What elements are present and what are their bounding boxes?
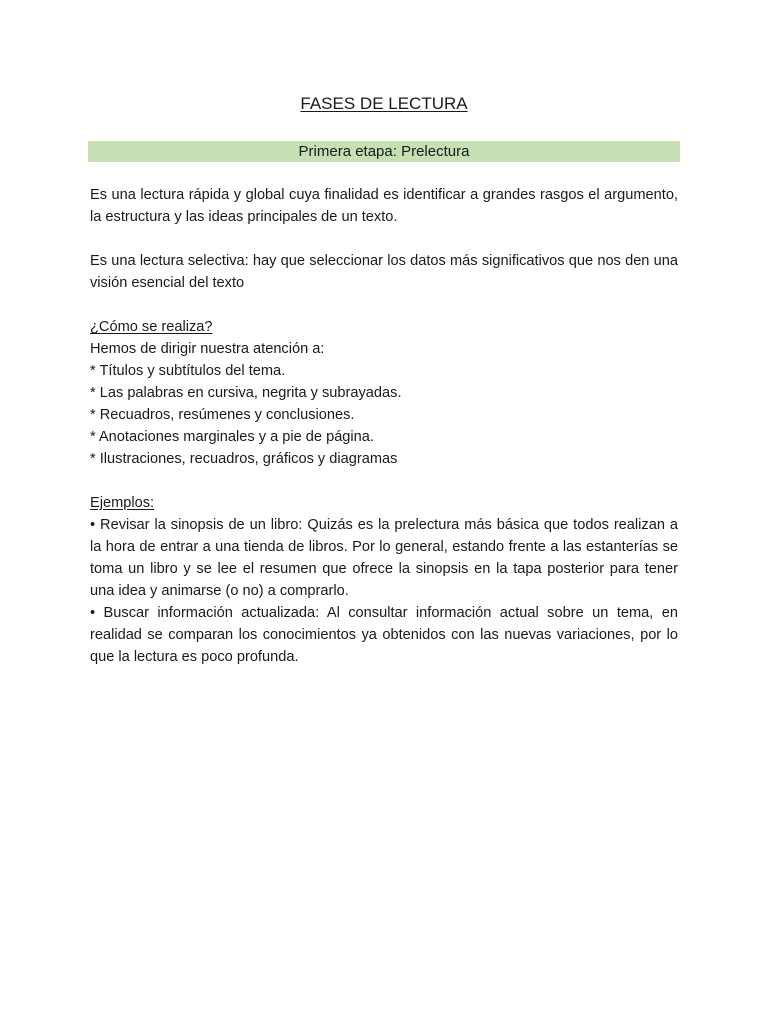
examples-heading: Ejemplos: — [90, 495, 155, 511]
how-list-item: * Anotaciones marginales y a pie de página. — [90, 429, 374, 445]
document-body — [90, 184, 678, 668]
how-list-item: * Títulos y subtítulos del tema. — [90, 363, 286, 379]
example-item: • Revisar la sinopsis de un libro: Quizás es la prelectura más básica que todos realizan a la hora de entrar a una tienda de libros. Por lo general, estando frente a las estanterías se toma un libro y se lee el resumen que ofrece la sinopsis en la tapa posterior para tener una idea y animarse (o no) a comprarlo. — [90, 517, 678, 599]
how-heading: ¿Cómo se realiza? — [90, 319, 213, 335]
how-list-item: * Ilustraciones, recuadros, gráficos y diagramas — [90, 451, 398, 467]
document-title: FASES DE LECTURA — [300, 94, 468, 113]
paragraph-selective: Es una lectura selectiva: hay que seleccionar los datos más significativos que nos den una visión esencial del texto — [90, 253, 678, 291]
how-intro: Hemos de dirigir nuestra atención a: — [90, 341, 325, 357]
paragraph-definition: Es una lectura rápida y global cuya finalidad es identificar a grandes rasgos el argumento, la estructura y las ideas principales de un texto. — [90, 187, 678, 225]
how-list-item: * Recuadros, resúmenes y conclusiones. — [90, 407, 355, 423]
how-list-item: * Las palabras en cursiva, negrita y subrayadas. — [90, 385, 402, 401]
example-item: • Buscar información actualizada: Al consultar información actual sobre un tema, en realidad se comparan los conocimientos ya obtenidos con las nuevas variaciones, por lo que la lectura es poco profunda. — [90, 605, 678, 665]
stage-heading: Primera etapa: Prelectura — [88, 141, 680, 162]
